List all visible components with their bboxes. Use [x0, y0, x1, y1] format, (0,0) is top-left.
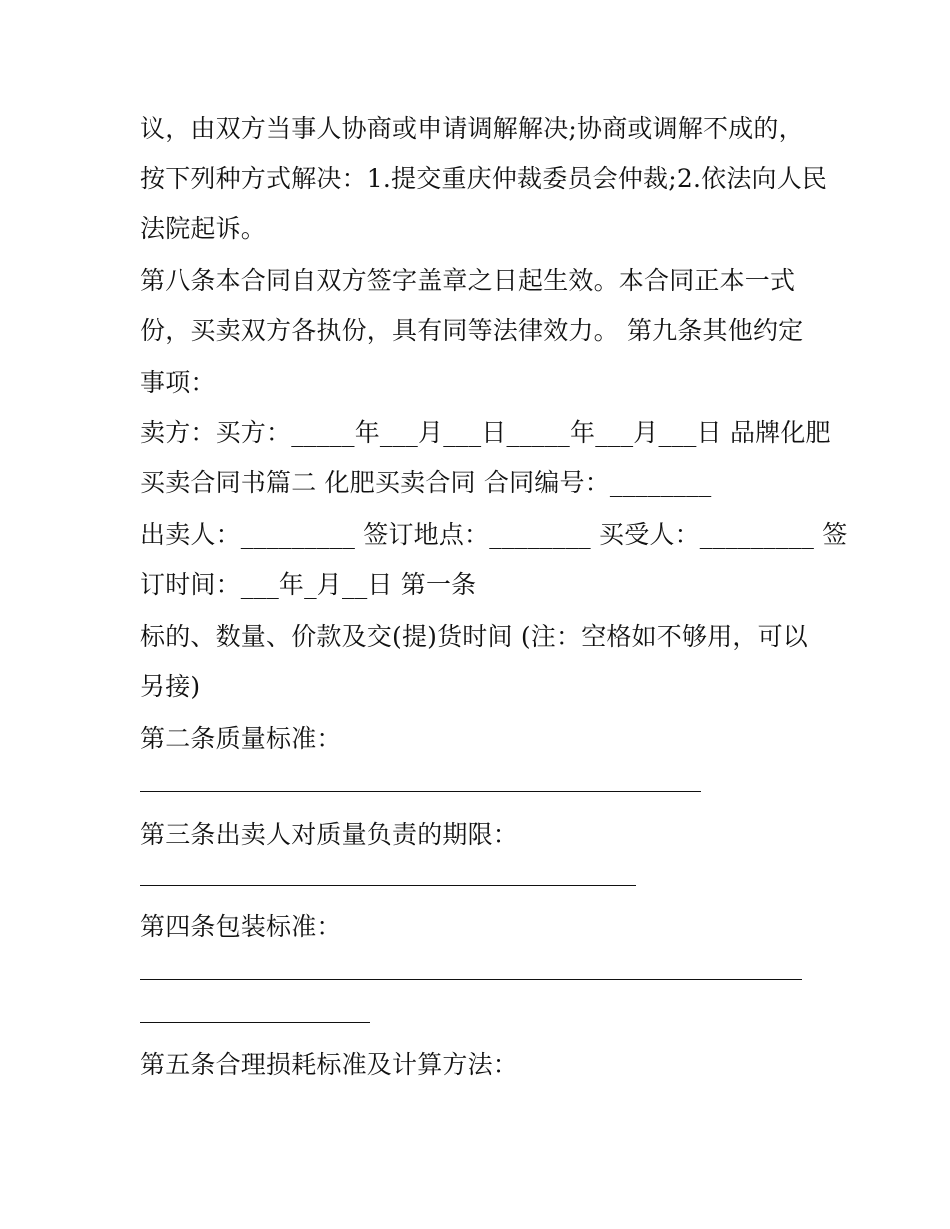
- text-line-11: 标的、数量、价款及交(提)货时间 (注：空格如不够用，可以: [140, 622, 809, 651]
- text-line-4: 第八条本合同自双方签字盖章之日起生效。本合同正本一式: [140, 266, 796, 295]
- blank-rule-packaging-1: [140, 979, 802, 980]
- blank-rule-period: [140, 885, 636, 886]
- text-line-14: 第三条出卖人对质量负责的期限：: [140, 820, 519, 849]
- text-line-2: 按下列种方式解决：1.提交重庆仲裁委员会仲裁;2.依法向人民: [140, 164, 828, 193]
- text-line-9: 出卖人：_________ 签订地点：________ 买受人：_________ 签: [140, 520, 848, 549]
- text-line-3: 法院起诉。: [140, 214, 267, 243]
- text-line-8: 买卖合同书篇二 化肥买卖合同 合同编号：________: [140, 468, 712, 497]
- text-line-12: 另接): [140, 672, 201, 701]
- text-line-10: 订时间：___年_月__日 第一条: [140, 570, 477, 599]
- text-line-1: 议，由双方当事人协商或申请调解解决;协商或调解不成的，: [140, 114, 804, 143]
- blank-rule-quality: [140, 791, 701, 792]
- text-line-5: 份，买卖双方各执份，具有同等法律效力。 第九条其他约定: [140, 316, 804, 345]
- text-line-15: 第四条包装标准：: [140, 912, 342, 941]
- blank-rule-packaging-2: [140, 1022, 370, 1023]
- text-line-16: 第五条合理损耗标准及计算方法：: [140, 1050, 519, 1079]
- text-line-7: 卖方：买方：_____年___月___日_____年___月___日 品牌化肥: [140, 418, 831, 447]
- text-line-6: 事项：: [140, 368, 216, 397]
- text-line-13: 第二条质量标准：: [140, 724, 342, 753]
